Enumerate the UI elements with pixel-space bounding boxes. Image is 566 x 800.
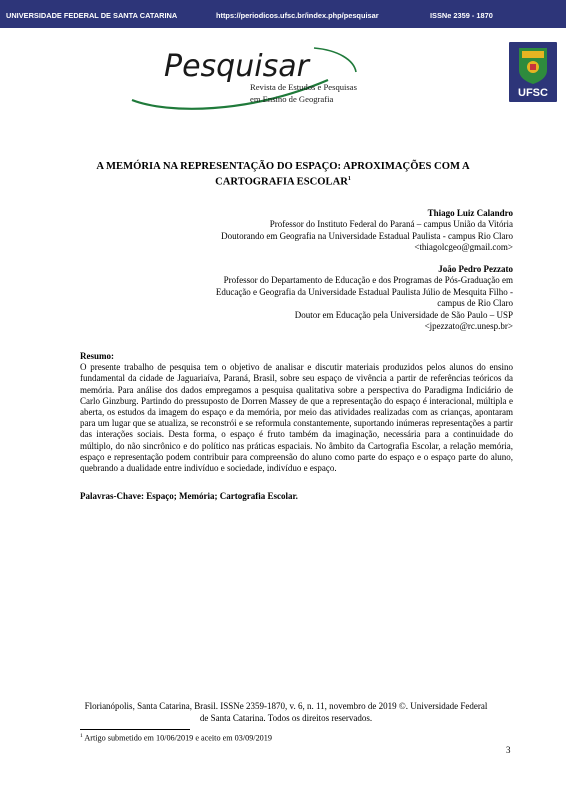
author-affiliation: Educação e Geografia da Universidade Estadual Paulista Júlio de Mesquita Filho - <box>215 286 513 297</box>
ufsc-shield-center <box>530 64 536 70</box>
keywords: Palavras-Chave: Espaço; Memória; Cartografia Escolar. <box>80 491 298 501</box>
abstract-text: O presente trabalho de pesquisa tem o objetivo de analisar e discutir materiais produzidos pelos alunos do ensino fundamental da cidade de Jaguariaíva, Paraná, Brasil, sobre seu espaço de vivência a partir de referências teóricos da memória. Para análise dos dados empregamos a pesquisa qualitativa sobre a perspectiva do Paradigma Indiciário de Carlo Ginzburg. Partindo do pressuposto de Dorren Massey de que a representação do espaço é interacional, múltipla e aberta, os estudos da imagem do espaço e da memória, por meio das atividades realizadas com as crianças, apontaram para um lugar que se atualiza, se reconstrói e se reformula constantemente, suportando inúmeras representações a partir das interações sociais. Desta forma, o espaço é fruto também da imaginação, necessária para a continuidade do múltiplo, do não sincrônico e do político nas práticas espaciais. No âmbito da Cartografia Escolar, a relação memória, espaço e representação podem contribuir para compreensão do aluno como parte do espaço e o espaço parte do aluno, quebrando a dualidade entre indivíduo e sociedade, indivíduo e espaço. <box>80 362 513 474</box>
author-name: Thiago Luiz Calandro <box>427 208 513 218</box>
article-title <box>60 160 506 189</box>
logo-wordmark: Pesquisar <box>164 49 309 84</box>
author-affiliation: Doutorando em Geografia na Universidade Estadual Paulista - campus Rio Claro <box>221 230 513 241</box>
author-affiliation: campus de Rio Claro <box>437 298 513 309</box>
title-footnote-mark[interactable]: 1 <box>347 176 351 182</box>
abstract-label: Resumo: <box>80 351 114 361</box>
ufsc-shield-band <box>522 51 544 58</box>
title-line-1: A MEMÓRIA NA REPRESENTAÇÃO DO ESPAÇO: APROXIMAÇÕES COM A <box>96 161 470 172</box>
citation-line-1: Florianópolis, Santa Catarina, Brasil. ISSNe 2359-1870, v. 6, n. 11, novembro de 2019 ©. Universidade Federal <box>84 701 488 711</box>
author-affiliation: Professor do Instituto Federal do Paraná – campus União da Vitória <box>269 219 513 230</box>
author-block-1 <box>193 208 513 254</box>
author-affiliation: Professor do Departamento de Educação e dos Programas de Pós-Graduação em <box>223 275 513 286</box>
logo-swoosh-top <box>314 48 356 72</box>
journal-header-bar <box>0 0 566 28</box>
logo-subtitle-line2: em Ensino de Geografia <box>250 94 334 104</box>
footnote <box>80 733 272 743</box>
citation-footer <box>76 700 496 724</box>
author-block-2 <box>183 264 513 332</box>
pesquisar-logo <box>128 42 358 112</box>
author-affiliation: Doutor em Educação pela Universidade de São Paulo – USP <box>294 309 513 320</box>
university-name: UNIVERSIDADE FEDERAL DE SANTA CATARINA <box>6 11 178 20</box>
citation-line-2: de Santa Catarina. Todos os direitos reservados. <box>199 713 373 723</box>
footnote-mark: 1 <box>80 733 83 739</box>
author-name: João Pedro Pezzato <box>438 264 513 274</box>
ufsc-label: UFSC <box>518 87 548 99</box>
page-number: 3 <box>506 745 511 755</box>
footnote-divider <box>80 729 190 730</box>
author-email[interactable]: <jpezzato@rc.unesp.br> <box>424 321 513 332</box>
journal-url[interactable]: https://periodicos.ufsc.br/index.php/pesquisar <box>216 11 379 20</box>
author-email[interactable]: <thiagolcgeo@gmail.com> <box>414 242 513 253</box>
abstract-section <box>80 351 513 474</box>
logo-subtitle-line1: Revista de Estudos e Pesquisas <box>250 82 357 92</box>
issn-label: ISSNe 2359 - 1870 <box>430 11 493 20</box>
ufsc-logo <box>509 42 557 102</box>
footnote-text: Artigo submetido em 10/06/2019 e aceito em 03/09/2019 <box>82 733 272 743</box>
title-line-2: CARTOGRAFIA ESCOLAR$^1$ <box>215 176 351 188</box>
